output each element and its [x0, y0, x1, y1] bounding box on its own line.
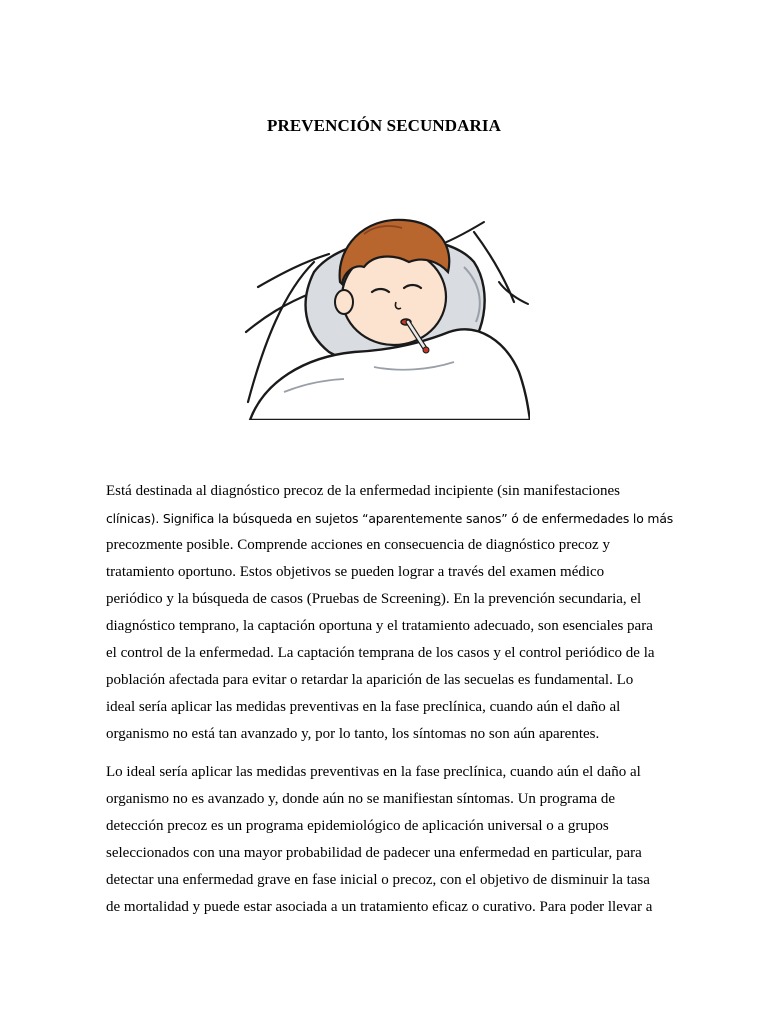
body-text [106, 478, 674, 921]
sick-child-in-bed-icon [246, 220, 530, 420]
paragraph-1-line: periódico y la búsqueda de casos (Pruebas de Screening). En la prevención secundaria, el [106, 591, 642, 607]
paragraph-1-line: clínicas). Significa la búsqueda en sujetos “aparentemente sanos” ó de enfermedades lo más [106, 511, 674, 526]
page-title: PREVENCIÓN SECUNDARIA [267, 116, 501, 135]
paragraph-1-line: ideal sería aplicar las medidas preventivas en la fase preclínica, cuando aún el daño al [106, 699, 621, 715]
paragraph-2-line: detectar una enfermedad grave en fase inicial o precoz, con el objetivo de disminuir la tasa [106, 872, 650, 888]
paragraph-2-line: seleccionados con una mayor probabilidad de padecer una enfermedad en particular, para [106, 845, 642, 861]
paragraph-1-line: tratamiento oportuno. Estos objetivos se pueden lograr a través del examen médico [106, 564, 605, 580]
paragraph-1-line: el control de la enfermedad. La captación temprana de los casos y el control periódico de la [106, 645, 655, 661]
paragraph-1-line: población afectada para evitar o retardar la aparición de las secuelas es fundamental. Lo [106, 672, 634, 688]
paragraph-2-line: detección precoz es un programa epidemiológico de aplicación universal o a grupos [106, 818, 609, 834]
paragraph-1-line: organismo no está tan avanzado y, por lo tanto, los síntomas no son aún aparentes. [106, 726, 600, 742]
paragraph-spacer [106, 748, 662, 759]
sick-child-illustration [244, 192, 530, 420]
paragraph-1-line: Está destinada al diagnóstico precoz de la enfermedad incipiente (sin manifestaciones [106, 483, 620, 499]
paragraph-2-line: organismo no es avanzado y, donde aún no se manifiestan síntomas. Un programa de [106, 791, 616, 807]
paragraph-2-line: Lo ideal sería aplicar las medidas preventivas en la fase preclínica, cuando aún el daño al [106, 764, 641, 780]
paragraph-1-line: diagnóstico temprano, la captación oportuna y el tratamiento adecuado, son esenciales para [106, 618, 653, 634]
paragraph-2-line: de mortalidad y puede estar asociada a un tratamiento eficaz o curativo. Para poder llevar a [106, 899, 653, 915]
paragraph-1-line: precozmente posible. Comprende acciones en consecuencia de diagnóstico precoz y [106, 537, 610, 553]
